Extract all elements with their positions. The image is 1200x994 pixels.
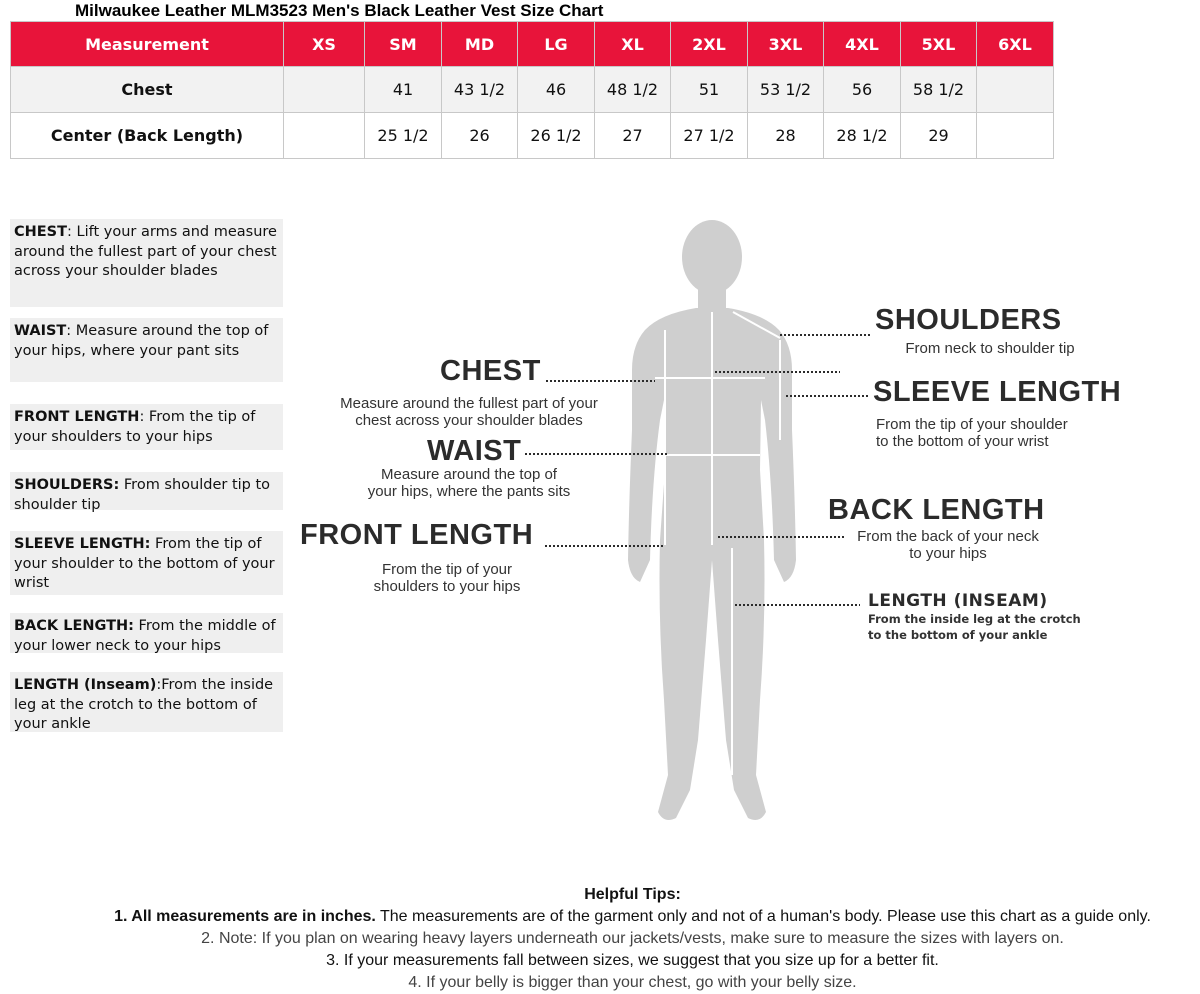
definition-term: SLEEVE LENGTH: (14, 536, 151, 552)
table-cell (977, 113, 1054, 159)
figure-chest-title: CHEST (440, 355, 541, 387)
header-cell: 6XL (977, 22, 1054, 67)
definition-inseam (10, 672, 283, 732)
header-cell: XL (595, 22, 671, 67)
figure-shoulders-title: SHOULDERS (875, 304, 1062, 336)
figure-sleeve-length-desc (876, 416, 1068, 450)
figure-inseam-desc-line1: From the inside leg at the crotch (868, 612, 1081, 626)
figure-back-length-desc (848, 528, 1048, 562)
table-cell: 51 (671, 67, 748, 113)
header-cell: 4XL (824, 22, 901, 67)
table-cell: 48 1/2 (595, 67, 671, 113)
figure-shoulders-desc: From neck to shoulder tip (905, 340, 1075, 357)
definition-term: WAIST (14, 323, 67, 339)
header-cell: 2XL (671, 22, 748, 67)
definition-term: SHOULDERS: (14, 477, 120, 493)
tip-1 (0, 906, 1200, 928)
table-cell (284, 67, 365, 113)
definition-text: From the tip of your shoulder to the bottom of your wrist (14, 536, 275, 592)
table-cell (284, 113, 365, 159)
figure-back-length-desc-line2: to your hips (909, 545, 987, 562)
definition-sleeve-length (10, 531, 283, 595)
figure-waist-desc-line2: your hips, where the pants sits (367, 483, 571, 500)
definition-front-length (10, 404, 283, 450)
tip-3: 3. If your measurements fall between sizes, we suggest that you size up for a better fit. (326, 952, 939, 969)
header-cell: 5XL (901, 22, 977, 67)
table-cell: 26 1/2 (518, 113, 595, 159)
figure-inseam-desc-line2: to the bottom of your ankle (868, 628, 1048, 642)
definition-text: : Measure around the top of your hips, where your pant sits (14, 323, 269, 359)
figure-waist-desc (355, 466, 583, 500)
figure-chest-desc (330, 395, 608, 429)
figure-sleeve-length-desc-line2: to the bottom of your wrist (876, 433, 1049, 450)
chart-title: Milwaukee Leather MLM3523 Men's Black Leather Vest Size Chart (75, 1, 604, 20)
figure-front-length-desc-line1: From the tip of your (381, 561, 513, 578)
figure-front-length-desc-line2: shoulders to your hips (373, 578, 521, 595)
figure-back-length-desc-line1: From the back of your neck (857, 528, 1039, 545)
definition-text: From the middle of your lower neck to your hips (14, 618, 276, 654)
table-cell: 43 1/2 (442, 67, 518, 113)
figure-front-length-title: FRONT LENGTH (300, 519, 534, 551)
definition-chest (10, 219, 283, 307)
definition-text: : From the tip of your shoulders to your hips (14, 409, 256, 445)
definition-shoulders (10, 472, 283, 513)
tips-heading: Helpful Tips: (584, 886, 681, 903)
table-header-row (11, 22, 1054, 67)
table-cell: 27 (595, 113, 671, 159)
definition-term: CHEST (14, 224, 68, 240)
figure-waist-desc-line1: Measure around the top of (381, 466, 557, 483)
table-row (11, 67, 1054, 113)
table-cell: 29 (901, 113, 977, 159)
table-cell: 53 1/2 (748, 67, 824, 113)
definition-text: : Lift your arms and measure around the fullest part of your chest across your shoulder blades (14, 224, 277, 280)
silhouette-body (628, 308, 796, 820)
figure-inseam-title: LENGTH (INSEAM) (868, 591, 1048, 611)
silhouette-head (682, 220, 742, 294)
figure-inseam-desc (868, 611, 1081, 643)
body-measure-lines (655, 312, 780, 775)
table-cell: 46 (518, 67, 595, 113)
figure-sleeve-length-desc-line1: From the tip of your shoulder (876, 416, 1068, 433)
header-cell: LG (518, 22, 595, 67)
row-label: Center (Back Length) (11, 113, 284, 159)
helpful-tips (0, 884, 1200, 994)
table-cell: 28 1/2 (824, 113, 901, 159)
table-cell: 28 (748, 113, 824, 159)
definition-back-length (10, 613, 283, 653)
table-cell: 26 (442, 113, 518, 159)
tip-1-text: The measurements are of the garment only and not of a human's body. Please use this chart as a guide only. (375, 908, 1151, 925)
tip-1-bold: 1. All measurements are in inches. (114, 908, 376, 925)
header-cell: MD (442, 22, 518, 67)
figure-front-length-desc (357, 561, 537, 595)
table-row (11, 113, 1054, 159)
tip-2: 2. Note: If you plan on wearing heavy layers underneath our jackets/vests, make sure to measure the sizes with layers on. (201, 930, 1064, 947)
header-cell: Measurement (11, 22, 284, 67)
row-label: Chest (11, 67, 284, 113)
definition-text: :From the inside leg at the crotch to the bottom of your ankle (14, 677, 274, 733)
table-cell: 58 1/2 (901, 67, 977, 113)
figure-back-length-title: BACK LENGTH (828, 494, 1045, 526)
table-cell: 27 1/2 (671, 113, 748, 159)
shoulder-line (733, 312, 780, 338)
definition-term: FRONT LENGTH (14, 409, 140, 425)
header-cell: 3XL (748, 22, 824, 67)
silhouette-neck (698, 285, 726, 313)
definition-term: BACK LENGTH: (14, 618, 134, 634)
size-chart-table (10, 21, 1054, 159)
definition-waist (10, 318, 283, 382)
definition-text: From shoulder tip to shoulder tip (14, 477, 271, 513)
figure-waist-title: WAIST (427, 435, 522, 467)
table-cell: 41 (365, 67, 442, 113)
figure-sleeve-length-title: SLEEVE LENGTH (873, 376, 1122, 408)
figure-chest-desc-line1: Measure around the fullest part of your (340, 395, 598, 412)
header-cell: SM (365, 22, 442, 67)
body-silhouette (628, 220, 796, 820)
header-cell: XS (284, 22, 365, 67)
table-cell: 25 1/2 (365, 113, 442, 159)
tip-4: 4. If your belly is bigger than your chest, go with your belly size. (408, 974, 857, 991)
definition-term: LENGTH (Inseam) (14, 677, 157, 693)
figure-chest-desc-line2: chest across your shoulder blades (355, 412, 583, 429)
table-cell (977, 67, 1054, 113)
table-cell: 56 (824, 67, 901, 113)
